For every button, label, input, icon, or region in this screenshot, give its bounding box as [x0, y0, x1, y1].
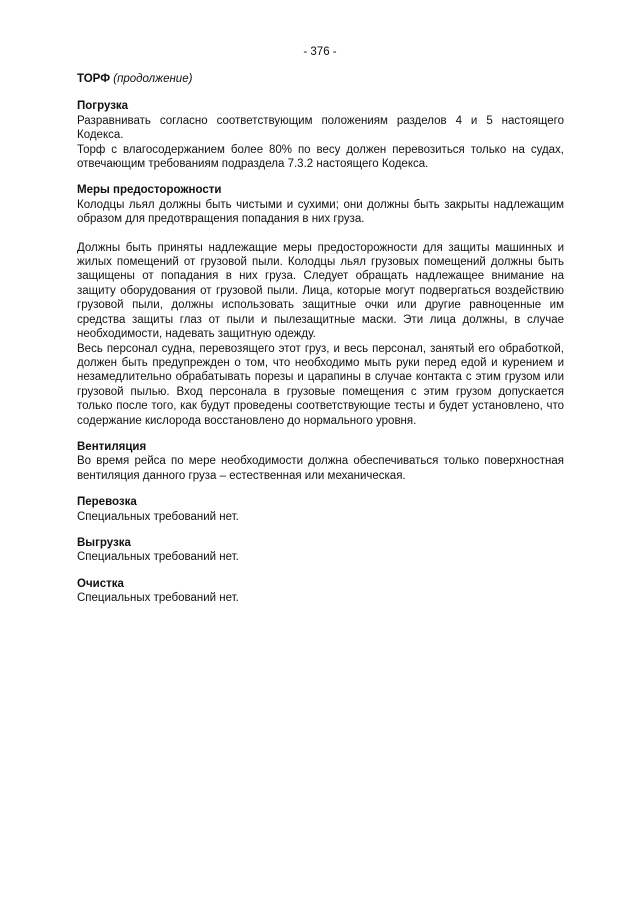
section-heading-carriage: Перевозка [77, 496, 137, 509]
section-loading [77, 99, 564, 171]
document-title-main: ТОРФ [77, 73, 111, 85]
page-number: - 376 - [303, 46, 337, 58]
loading-paragraph-1: Разравнивать согласно соответствующим положениям разделов 4 и 5 настоящего Кодекса. [77, 114, 564, 142]
section-precautions [77, 183, 564, 428]
section-heading-discharge: Выгрузка [77, 536, 131, 549]
document-title-sub: (продолжение) [113, 73, 193, 85]
document-title [77, 72, 564, 86]
document-content [77, 72, 564, 618]
section-cleaning [77, 577, 564, 606]
precautions-paragraph-3: Весь персонал судна, перевозящего этот груз, и весь персонал, занятый его обработкой, должен быть предупрежден о том, что необходимо мыть руки перед едой и курением и незамедлительно обрабатывать порезы и царапины в случае контакта с этим грузом или грузовой пылью. Вход персонала в грузовые помещения с этим грузом допускается только после того, как будут проведены соответствующие тесты и будет установлено, что содержание кислорода восстановлено до нормального уровня. [77, 342, 564, 427]
section-heading-precautions: Меры предосторожности [77, 184, 222, 197]
section-heading-cleaning: Очистка [77, 577, 124, 590]
ventilation-paragraph-1: Во время рейса по мере необходимости должна обеспечиваться только поверхностная вентиляция данного груза – естественная или механическая. [77, 455, 564, 482]
section-ventilation [77, 440, 564, 483]
discharge-paragraph-1: Специальных требований нет. [77, 551, 239, 564]
section-carriage [77, 495, 564, 524]
section-heading-ventilation: Вентиляция [77, 440, 147, 453]
precautions-paragraph-1: Колодцы льял должны быть чистыми и сухими; они должны быть закрыты надлежащим образом для предотвращения попадания в них груза. [77, 198, 564, 226]
loading-paragraph-2: Торф с влагосодержанием более 80% по весу должен перевозиться только на судах, отвечающим требованиям подраздела 7.3.2 настоящего Кодекса. [77, 143, 564, 171]
section-discharge [77, 536, 564, 565]
section-heading-loading: Погрузка [77, 100, 129, 113]
carriage-paragraph-1: Специальных требований нет. [77, 510, 239, 523]
precautions-paragraph-2: Должны быть приняты надлежащие меры предосторожности для защиты машинных и жилых помещений от грузовой пыли. Колодцы льял грузовых помещений должны быть защищены от попадания в них груза. Следует обращать надлежащее внимание на защиту оборудования от грузовой пыли. Лица, которые могут подвергаться воздействию грузовой пыли, должны использовать защитные очки или другие равноценные им средства защиты глаз от пыли и пылезащитные маски. Эти лица должны, в случае необходимости, надевать защитную одежду. [77, 241, 564, 341]
cleaning-paragraph-1: Специальных требований нет. [77, 592, 239, 605]
